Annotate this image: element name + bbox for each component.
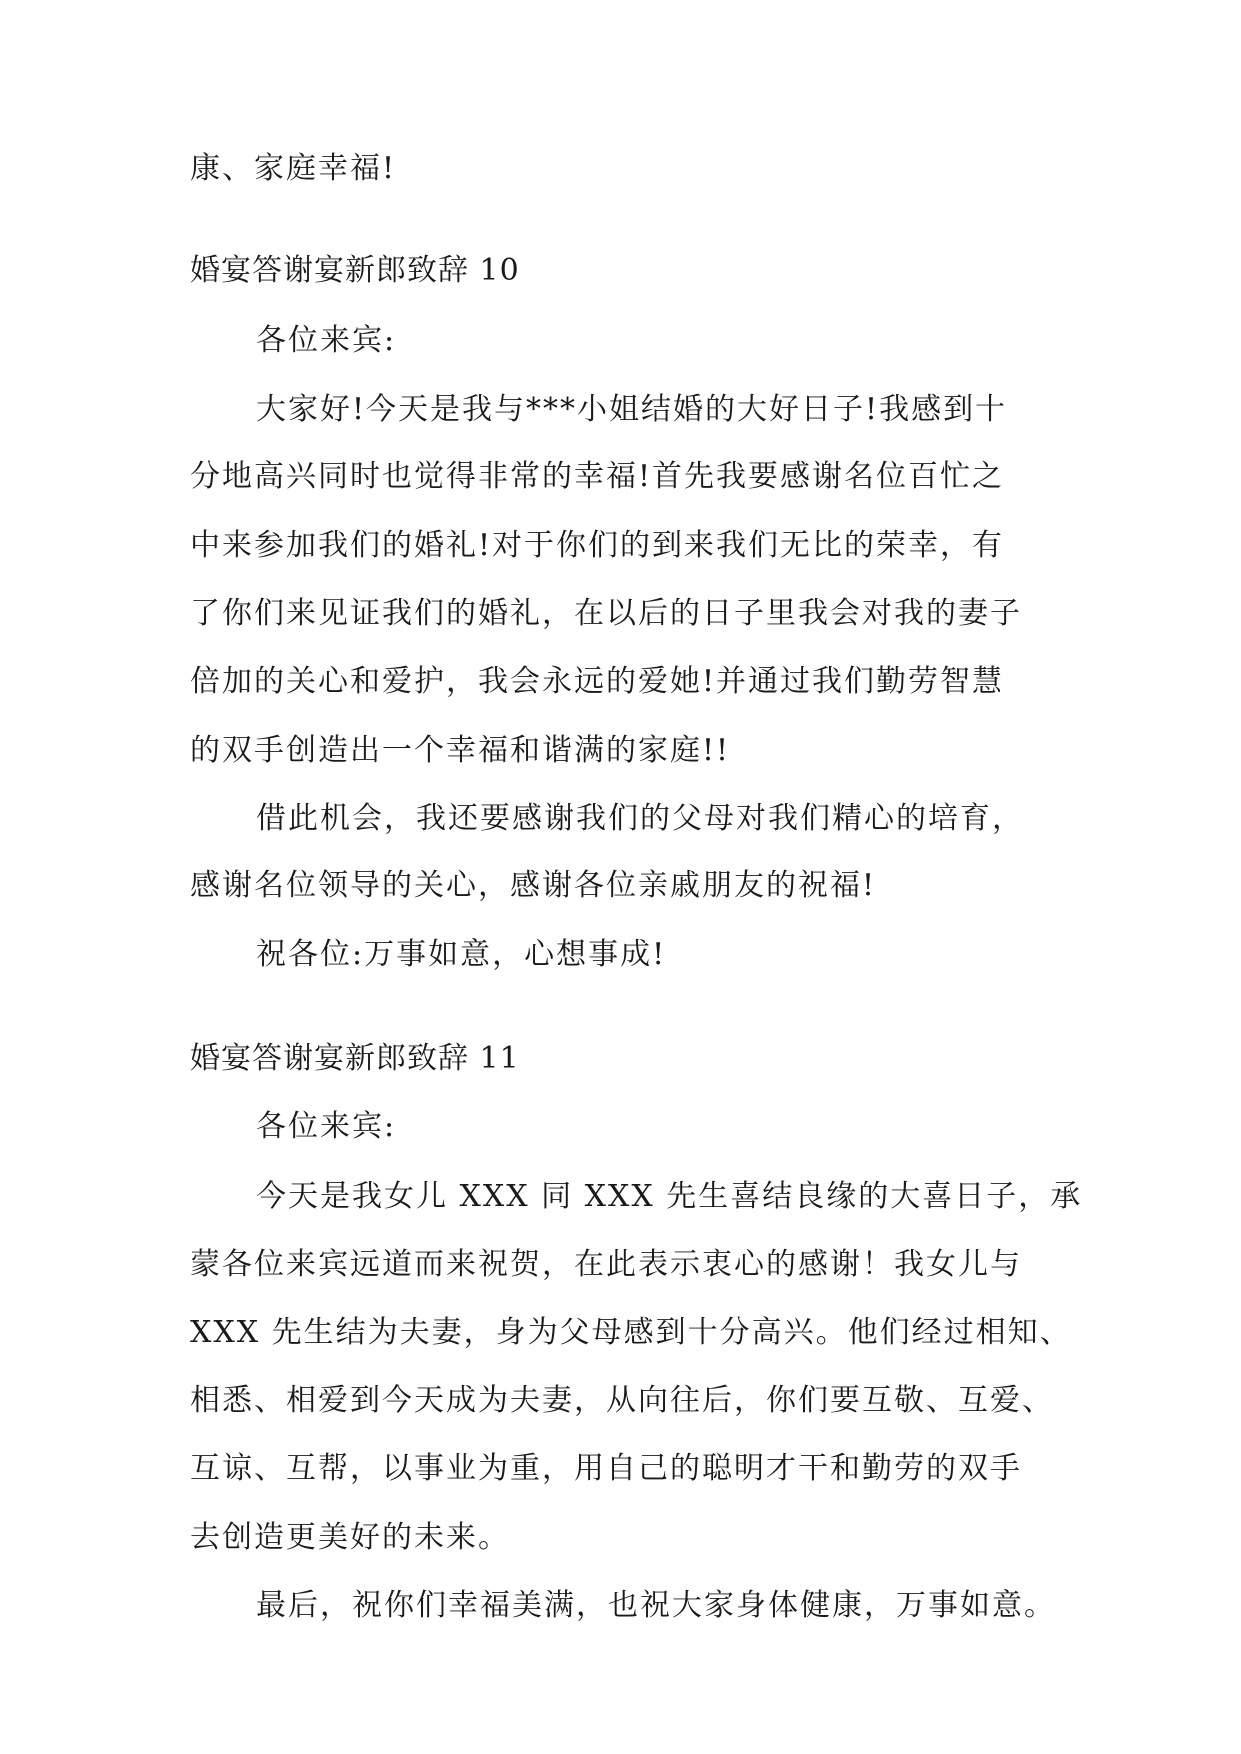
section-10-paragraph-1-line: 分地高兴同时也觉得非常的幸福!首先我要感谢名位百忙之 bbox=[190, 459, 1005, 494]
section-10-paragraph-1-line: 中来参加我们的婚礼!对于你们的到来我们无比的荣幸，有 bbox=[190, 528, 1005, 563]
section-11-paragraph-1-line: 去创造更美好的未来。 bbox=[190, 1520, 510, 1555]
section-10-paragraph-1-line: 倍加的关心和爱护，我会永远的爱她!并通过我们勤劳智慧 bbox=[190, 664, 1005, 699]
section-11-salutation: 各位来宾: bbox=[256, 1109, 397, 1144]
section-11-paragraph-1-line: XXX 先生结为夫妻，身为父母感到十分高兴。他们经过相知、 bbox=[190, 1315, 1072, 1350]
section-10-salutation: 各位来宾: bbox=[256, 323, 397, 358]
section-11-closing: 最后，祝你们幸福美满，也祝大家身体健康，万事如意。 bbox=[256, 1588, 1056, 1623]
section-11-paragraph-1-line: 相悉、相爱到今天成为夫妻，从向往后，你们要互敬、互爱、 bbox=[190, 1383, 1054, 1418]
section-11-paragraph-1-line: 互谅、互帮，以事业为重，用自己的聪明才干和勤劳的双手 bbox=[190, 1451, 1022, 1486]
section-11-paragraph-1-line: 蒙各位来宾远道而来祝贺，在此表示衷心的感谢！我女儿与 bbox=[190, 1247, 1022, 1282]
section-10-closing: 祝各位:万事如意，心想事成! bbox=[256, 937, 667, 972]
section-11-title: 婚宴答谢宴新郎致辞 11 bbox=[190, 1041, 520, 1076]
section-10-paragraph-2-line: 感谢名位领导的关心，感谢各位亲戚朋友的祝福! bbox=[190, 868, 877, 903]
section-10-paragraph-1-line: 的双手创造出一个幸福和谐满的家庭!! bbox=[190, 733, 731, 768]
intro-line: 康、家庭幸福! bbox=[190, 151, 397, 186]
section-10-paragraph-1-line: 了你们来见证我们的婚礼，在以后的日子里我会对我的妻子 bbox=[190, 596, 1022, 631]
section-10-paragraph-1-line: 大家好!今天是我与***小姐结婚的大好日子!我感到十 bbox=[256, 392, 1008, 427]
section-10-title: 婚宴答谢宴新郎致辞 10 bbox=[190, 253, 520, 288]
section-11-paragraph-1-line: 今天是我女儿 XXX 同 XXX 先生喜结良缘的大喜日子，承 bbox=[256, 1179, 1083, 1214]
section-10-paragraph-2-line: 借此机会，我还要感谢我们的父母对我们精心的培育， bbox=[256, 801, 1024, 836]
